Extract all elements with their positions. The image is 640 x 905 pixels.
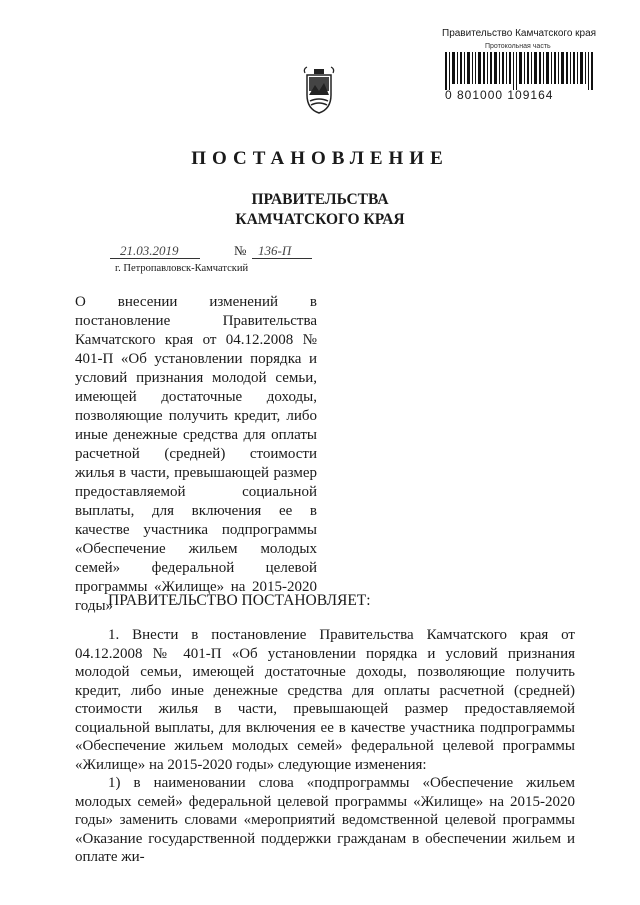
stamp-subtitle: Протокольная часть xyxy=(485,43,551,50)
body-paragraph-2: 1) в наименовании слова «подпрограммы «Обеспечение жильем молодых семей» федеральной целевой программы «Жилище» на 2015-2020 годы» заменить словами «мероприятий ведомственной целевой программы «Оказание государственной поддержки гражданам в обеспечении жильем и оплате жи- xyxy=(75,775,575,865)
stamp-organization: Правительство Камчатского края xyxy=(442,28,597,39)
document-body xyxy=(75,626,575,867)
registration-stamp xyxy=(442,28,610,102)
issuer-line-1: ПРАВИТЕЛЬСТВА xyxy=(251,191,389,208)
document-issuer xyxy=(0,190,640,230)
document-title: ПОСТАНОВЛЕНИЕ xyxy=(191,148,449,169)
document-number: 136-П xyxy=(258,243,292,258)
barcode-number: 0 801000 109164 xyxy=(445,88,554,102)
document-subject: О внесении изменений в постановление Правительства Камчатского края от 04.12.2008 № 401-П «Об установлении порядка и условий признания молодой семьи, имеющей достаточные доходы, позволяющие получить кредит, либо иные денежные средства для оплаты расчетной (средней) стоимости жилья в части, превышающей размер предоставляемой социальной выплаты, для включения ее в качестве участника подпрограммы «Обеспечение жильем молодых семей» федеральной целевой программы «Жилище» на 2015-2020 годы» xyxy=(75,294,317,614)
barcode-icon xyxy=(445,52,595,90)
number-sign: № xyxy=(234,243,247,258)
coat-of-arms-icon xyxy=(299,65,339,115)
issuer-line-2: КАМЧАТСКОГО КРАЯ xyxy=(235,211,405,228)
city: г. Петропавловск-Камчатский xyxy=(115,263,249,274)
body-paragraph-1: 1. Внести в постановление Правительства Камчатского края от 04.12.2008 № 401-П «Об установлении порядка и условий признания молодой семьи, имеющей достаточные доходы, позволяющие получить кредит, либо иные денежные средства для оплаты расчетной (средней) стоимости жилья в части, превышающей размер предоставляемой социальной выплаты, для включения ее в качестве участника подпрограммы «Обеспечение жильем молодых семей» федеральной целевой программы «Жилище» на 2015-2020 годы» следующие изменения: xyxy=(75,627,575,773)
document-date: 21.03.2019 xyxy=(120,243,179,258)
decree-heading: ПРАВИТЕЛЬСТВО ПОСТАНОВЛЯЕТ: xyxy=(108,592,371,609)
